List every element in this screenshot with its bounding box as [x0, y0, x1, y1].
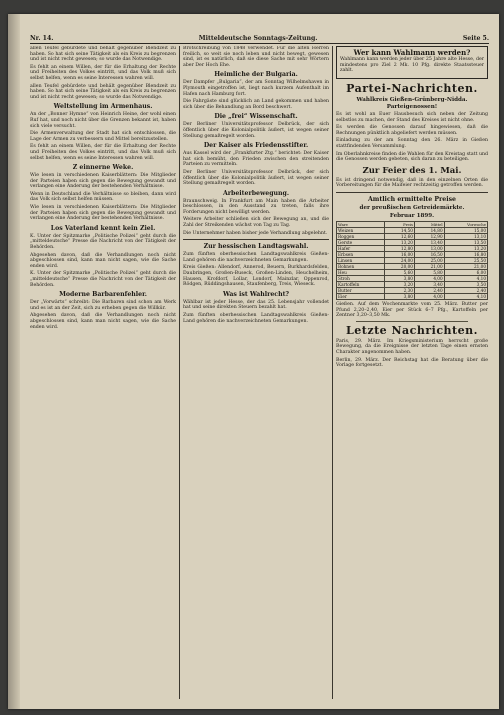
- table-cell: Roggen: [337, 234, 385, 240]
- table-cell: 3,80: [385, 276, 415, 282]
- table-cell: 13,10: [444, 234, 487, 240]
- paragraph: Die Unternehmer haben bisher jede Verhandlung abgelehnt.: [183, 230, 328, 236]
- section-title: Partei-Nachrichten.: [346, 81, 478, 95]
- section-divider: [183, 239, 329, 240]
- table-cell: 13,20: [444, 246, 487, 252]
- paragraph: Weitere Arbeiter schließen sich der Bewegung an, und die Zahl der Streikenden wächst von Tag zu Tag.: [183, 217, 329, 229]
- paragraph: Einladung zu der am Sonntag den 26. März in Gießen stattfindenden Versammlung.: [336, 138, 488, 149]
- table-cell: 4,10: [444, 294, 487, 300]
- paragraph: Brotschreibung von 1848 verwendet. Für die alten Herren freilich, so weit sie noch leben und nicht bewegt, gewesen sind, ist es natürlich, daß sie diese Sache mit sehr Wörtern aber Der Hoch Ehe.: [183, 46, 329, 68]
- table-cell: 12,90: [414, 234, 444, 240]
- paragraph: Es ist dringend notwendig, daß in den einzelnen Orten die Vorbereitungen für die Maifeier rechtzeitig getroffen werden.: [336, 177, 488, 189]
- paragraph: Die Fahrgäste sind glücklich an Land gekommen und haben sich über die Behandlung an Bord beschwert.: [183, 99, 329, 110]
- table-cell: Linsen: [337, 258, 385, 264]
- table-cell: 20,00: [385, 264, 415, 270]
- paragraph: Abgesehen davon, daß die Verhandlungen noch nicht abgeschlossen sind, kann man nicht sagen, wie die Sache enden wird.: [30, 313, 176, 330]
- paragraph: Gießen. Auf dem Wochenmarkte vom 25. März. Butter per Pfund 2,20–2,40, Eier per Stück 6–7 Pfg., Kartoffeln per Zentner 3,20–3,50 Mk.: [336, 302, 488, 319]
- table-header-cell: Vorwoche: [444, 222, 487, 228]
- article-heading: Die „frei“ Wissenschaft.: [214, 113, 298, 121]
- paragraph: Es fehlt an einem Willen, der für die Erhaltung der Rechte und Freiheiten des Volkes eintritt, und das Volk muß sich selbst helfen, wenn es seine Interessen wahren will.: [30, 64, 176, 81]
- paragraph: Der Berliner Universitätsprofessor Delbrück, der sich öffentlich über die Kolonialpolitik äußert, ist wegen seiner Stellung gemaßregelt worden.: [183, 122, 329, 139]
- table-cell: Kartoffeln: [337, 282, 385, 288]
- table-date: Februar 1899.: [389, 212, 435, 219]
- table-cell: 12,80: [385, 246, 415, 252]
- paragraph: Der Berliner Universitätsprofessor Delbrück, der sich öffentlich über die Kolonialpolitik äußert, ist wegen seiner Stellung gemaßregelt worden.: [183, 169, 329, 187]
- table-cell: 16,80: [444, 252, 487, 258]
- paragraph: allen Teufel gebürdete und behält gegenüber Blendzeit zu haben. So hat sich seine Tätigkeit als ein Kreis zu begrenzen und ist nicht recht gewesen; so wurde das Notwendige.: [30, 83, 176, 100]
- paragraph: K. Unter der Spitzmarke „Politische Polizei“ geht durch die „mitteldeutsche“ Presse die Nachricht von der Tätigkeit der Behörden.: [30, 233, 176, 251]
- paragraph: Paris, 29. März. Im Kriegsministerium herrscht große Bewegung, da die Ereignisse der letzten Tage einen ernsten Charakter angenommen haben.: [336, 338, 488, 356]
- paragraph: Die Armenverwaltung der Stadt hat sich entschlossen, die Lage der Armen zu verbessern und Mittel bereitzustellen.: [30, 131, 176, 142]
- column-rule: [179, 46, 180, 699]
- article-heading: Was ist Wahlrecht?: [222, 290, 290, 298]
- table-cell: 13,40: [414, 240, 444, 246]
- paragraph: Wie lesen in verschiedenen Kaiserblättern: Die Mitglieder der Parteien haben sich gegen die Bewegung gewandt und verlangen eine Änderung der bestehenden Verhältnisse.: [30, 173, 176, 190]
- table-cell: 25,50: [444, 258, 487, 264]
- paragraph: Aus Kassel wird der „Frankfurter Ztg.“ berichtet: Der Kaiser hat sich bemüht, den Frieden zwischen den streitenden Parteien zu vermitteln.: [183, 151, 329, 168]
- paragraph: Wie lesen in verschiedenen Kaiserblättern: Die Mitglieder der Parteien haben sich gegen die Bewegung gewandt und verlangen eine Änderung der bestehenden Verhältnisse.: [30, 205, 176, 222]
- article-heading: Zur Feier des 1. Mai.: [362, 165, 462, 176]
- table-cell: 16,50: [414, 252, 444, 258]
- newspaper-page: [8, 14, 499, 709]
- column-2: [183, 46, 329, 699]
- table-cell: 4,00: [414, 276, 444, 282]
- table-header-cell: Ware: [337, 222, 385, 228]
- table-cell: Heu: [337, 270, 385, 276]
- page-header: [30, 30, 489, 44]
- paragraph: Es fehlt an einem Willen, der für die Erhaltung der Rechte und Freiheiten des Volkes eintritt, und das Volk muß sich selbst helfen, wenn es seine Interessen wahren will.: [30, 144, 176, 161]
- article-heading: Z einnerne Weke.: [72, 164, 134, 172]
- paragraph: Es ist wohl an Euer Hausbesuch sich neben der Zeitung selbstlos zu machen, der Stand des Kreises ist nicht ohne.: [336, 111, 488, 123]
- paragraph: An der „Bonner Hymne“ von Heinrich Heine, der wohl einen Ruf hat, und noch nicht über die Grenzen bekannt ist, haben sich viele versucht.: [30, 112, 176, 129]
- table-cell: 15,00: [444, 228, 487, 234]
- page-number: Seite 5.: [462, 35, 489, 42]
- table-cell: 2,40: [414, 288, 444, 294]
- section-divider: [336, 192, 488, 193]
- section-subtitle: Parteigenossen!: [386, 104, 438, 111]
- table-cell: 4,00: [414, 294, 444, 300]
- column-3: [336, 46, 488, 699]
- table-title: Amtlich ermittelte Preise: [368, 195, 456, 203]
- paragraph: K. Unter der Spitzmarke „Politische Polizei“ geht durch die „mitteldeutsche“ Presse die Nachricht von der Tätigkeit der Behörden.: [30, 271, 176, 288]
- table-subtitle: der preußischen Getreidemärkte.: [359, 204, 465, 211]
- table-cell: 21,00: [414, 264, 444, 270]
- table-cell: 3,50: [444, 282, 487, 288]
- table-cell: 13,20: [385, 240, 415, 246]
- paragraph: Braunschweig. In Frankfurt am Main haben die Arbeiter beschlossen, in den Ausstand zu treten, falls ihre Forderungen nicht bewilligt werden.: [183, 198, 329, 215]
- article-heading: Arbeiterbewegung.: [222, 189, 290, 197]
- table-cell: 12,60: [385, 234, 415, 240]
- table-cell: Eier: [337, 294, 385, 300]
- section-subtitle: Wahlkreis Gießen-Grünberg-Nidda.: [356, 96, 468, 103]
- table-cell: 3,20: [385, 282, 415, 288]
- page-binding: [8, 14, 20, 709]
- paragraph: Der „Vorwärts“ schreibt: Die Barbaren sind schon am Werk und es ist an der Zeit, sich zu erheben gegen die Willkür.: [30, 300, 176, 311]
- table-cell: Hafer: [337, 246, 385, 252]
- paragraph: Es werden die Genossen darauf hingewiesen, daß die Rechnungen pünktlich abgeliefert werden müssen.: [336, 125, 488, 136]
- table-cell: 25,00: [414, 258, 444, 264]
- article-heading: Los Vaterland kennt kein Ziel.: [50, 224, 156, 232]
- table-row: [337, 294, 488, 300]
- table-cell: 21,00: [444, 264, 487, 270]
- column-1: [30, 46, 176, 699]
- section-title: Letzte Nachrichten.: [346, 323, 478, 337]
- paragraph: Kreis Gießen: Allendorf, Annerod, Beuern, Burkhardsfelden, Daubringen, Großen-Buseck, Großen-Linden, Heuchelheim, Hausen, Krofdorf, Lollar, Londorf, Mainzlar, Oppenrod, Rödgen, Rüddingshausen, Staufenberg, Treis, Wieseck.: [183, 265, 329, 288]
- divider: [356, 321, 468, 322]
- table-cell: 3,80: [385, 294, 415, 300]
- paragraph: Wenn in Deutschland die Verhältnisse so bleiben, dann wird das Volk sich selbst helfen müssen.: [30, 191, 176, 203]
- notice-text: Wahlmann kann werden jeder über 25 Jahre alte Hesse, der mindestens pro Ziel 2 Mk. 10 Pfg. direkte Staatssteuer zahlt.: [340, 57, 484, 74]
- table-cell: 2,40: [444, 288, 487, 294]
- table-header-cell: Mittel: [414, 222, 444, 228]
- paragraph: allen Teufel gebürdete und behält gegenüber Blendzeit zu haben. So hat sich seine Tätigkeit als ein Kreis zu begrenzen und ist nicht recht gewesen; so wurde das Notwendige.: [30, 46, 176, 63]
- paragraph: Abgesehen davon, daß die Verhandlungen noch nicht abgeschlossen sind, kann man nicht sagen, wie die Sache enden wird.: [30, 252, 176, 269]
- table-cell: Weizen: [337, 228, 385, 234]
- table-cell: 16,00: [385, 252, 415, 258]
- article-heading: Der Kaiser als Friedensstifter.: [203, 142, 309, 150]
- newspaper-title: Mitteldeutsche Sonntags-Zeitung.: [198, 35, 318, 42]
- paragraph: Im Oberlahnkreise finden die Wahlen für den Kreistag statt und die Genossen werden gebeten, sich daran zu beteiligen.: [336, 151, 488, 163]
- table-cell: Erbsen: [337, 252, 385, 258]
- table-cell: 6,00: [444, 270, 487, 276]
- paragraph: Der Dampfer „Bulgaria“, der am Sonntag Wilhelmshaven in Plymouth eingetroffen ist, liegt nach kurzem Aufenthalt im Hafen nach Hamburg fort.: [183, 80, 329, 97]
- table-cell: 13,50: [444, 240, 487, 246]
- table-cell: 14,50: [385, 228, 415, 234]
- table-cell: Bohnen: [337, 264, 385, 270]
- table-header-cell: Preis: [385, 222, 415, 228]
- table-cell: Stroh: [337, 276, 385, 282]
- article-heading: Weltstellung im Armenhaus.: [53, 103, 153, 111]
- column-rule: [332, 46, 333, 699]
- price-table: [336, 221, 488, 300]
- table-cell: 13,00: [414, 246, 444, 252]
- article-heading: Zur hessischen Landtagswahl.: [203, 243, 309, 251]
- paragraph: Wählbar ist jeder Hesse, der das 25. Lebensjahr vollendet hat und seine direkten Steuern bezahlt hat.: [183, 299, 329, 311]
- table-cell: 4,10: [444, 276, 487, 282]
- table-cell: 24,00: [385, 258, 415, 264]
- paragraph: Berlin, 29. März. Der Reichstag hat die Beratung über die Vorlage fortgesetzt.: [336, 357, 488, 369]
- issue-number: Nr. 14.: [30, 35, 54, 42]
- notice-title: Wer kann Wahlmann werden?: [353, 48, 471, 57]
- paragraph: Zum fünften oberhessischen Landtagswahlkreis Gießen-Land gehören die nachverzeichneten Gemarkungen.: [183, 313, 329, 324]
- table-cell: Gerste: [337, 240, 385, 246]
- table-cell: Butter: [337, 288, 385, 294]
- table-cell: 14,80: [414, 228, 444, 234]
- table-cell: 5,80: [414, 270, 444, 276]
- article-heading: Moderne Barbarenfehler.: [59, 291, 147, 299]
- table-cell: 5,60: [385, 270, 415, 276]
- paragraph: Zum fünften oberhessischen Landtagswahlkreis Gießen-Land gehören die nachverzeichneten Gemarkungen.: [183, 252, 329, 263]
- table-cell: 3,40: [414, 282, 444, 288]
- article-heading: Heimliche der Bulgaria.: [214, 71, 298, 79]
- table-cell: 2,30: [385, 288, 415, 294]
- notice-box: [336, 46, 488, 79]
